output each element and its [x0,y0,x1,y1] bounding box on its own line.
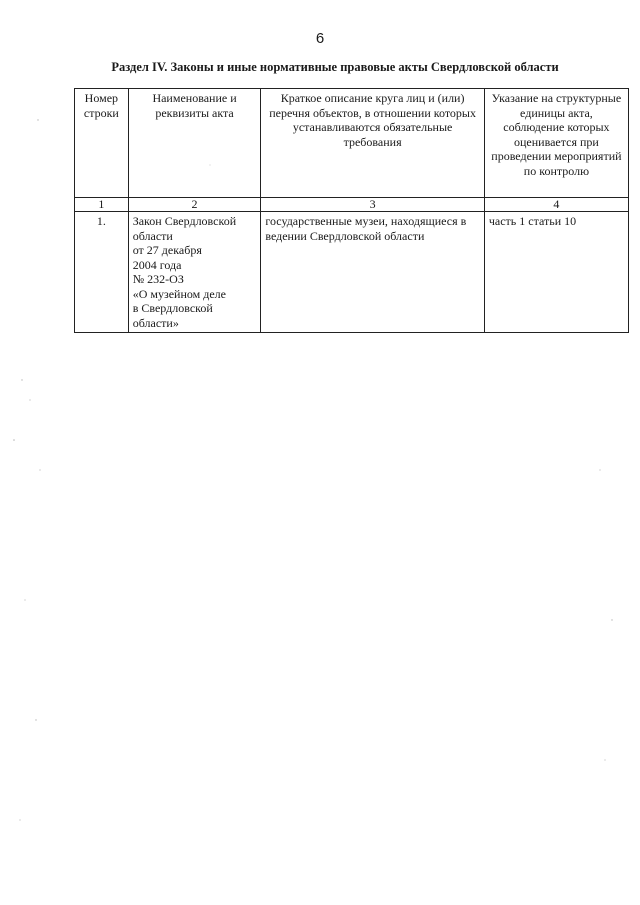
structural-units-cell: часть 1 статьи 10 [484,212,628,333]
act-name-line: 2004 года [132,257,182,272]
table-row [75,212,629,333]
header-description: Краткое описание круга лиц и (или) перечня объектов, в отношении которых устанавливаются обязательные требования [261,89,484,198]
column-number: 4 [484,198,628,212]
act-name-line: «О музейном деле [132,286,226,301]
header-row-number: Номер строки [75,89,129,198]
act-name-cell [128,212,261,333]
act-name-line: в Свердловской [132,301,213,315]
act-name-line: области» [132,315,179,330]
act-name-line: Закон Свердловской [132,214,237,228]
column-number: 2 [128,198,261,212]
column-number: 3 [261,198,484,212]
acts-table [74,88,629,333]
row-number-cell: 1. [75,212,129,333]
description-cell: государственные музеи, находящиеся в ведении Свердловской области [261,212,484,333]
column-number: 1 [75,198,129,212]
header-act-name: Наименование и реквизиты акта [128,89,261,198]
page-number: 6 [315,30,325,47]
table-header-row [75,89,629,198]
act-name-line: области [132,228,173,243]
act-name-line: № 232-ОЗ [132,272,184,286]
act-name-line: от 27 декабря [132,243,202,257]
column-number-row [75,198,629,212]
header-structural-units: Указание на структурные единицы акта, соблюдение которых оценивается при проведении мероприятий по контролю [484,89,628,198]
section-title: Раздел IV. Законы и иные нормативные правовые акты Свердловской области [111,60,559,74]
